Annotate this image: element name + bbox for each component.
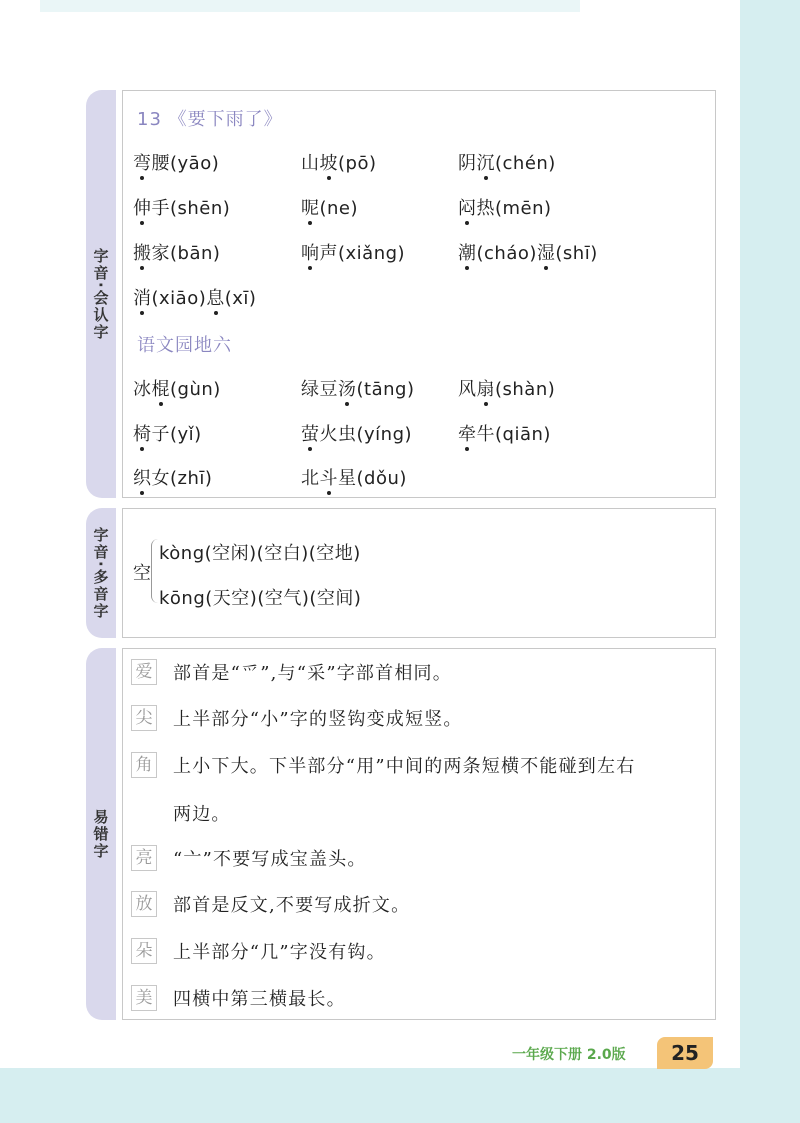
word-item: 阴沉(chén) — [458, 153, 556, 174]
word-item: 冰棍(gùn) — [133, 379, 221, 400]
section-box — [122, 90, 716, 498]
word-item: 北斗星(dǒu) — [301, 468, 407, 489]
char-glyph: 放 — [131, 891, 157, 917]
bottom-band — [0, 1068, 800, 1123]
error-note: 部首是反文,不要写成折文。 — [173, 895, 411, 916]
section-error-prone — [86, 648, 716, 1020]
word-item: 弯腰(yāo) — [133, 153, 220, 174]
word-item: 搬家(bān) — [133, 243, 221, 264]
word-item: 萤火虫(yíng) — [301, 424, 413, 445]
word-item: 椅子(yǐ) — [133, 424, 202, 445]
error-note: 上半部分“几”字没有钩。 — [173, 942, 386, 963]
polyphone-line: kōng(天空)(空气)(空间) — [159, 588, 362, 609]
polyphone-line: kòng(空闲)(空白)(空地) — [159, 543, 361, 564]
side-label: 易错字 — [86, 648, 116, 1020]
polyphone-char: 空 — [133, 563, 151, 584]
top-tab — [40, 0, 580, 12]
right-band — [740, 0, 800, 1123]
char-glyph: 美 — [131, 985, 157, 1011]
word-item: 牵牛(qiān) — [458, 424, 551, 445]
error-item — [131, 845, 709, 875]
error-note: 上小下大。下半部分“用”中间的两条短横不能碰到左右 — [173, 756, 636, 777]
error-item — [131, 752, 709, 782]
error-item — [131, 985, 709, 1015]
word-item: 消(xiāo)息(xī) — [133, 288, 257, 309]
side-label: 字音·会认字 — [86, 90, 116, 498]
word-item: 风扇(shàn) — [458, 379, 556, 400]
char-glyph: 朵 — [131, 938, 157, 964]
word-item: 闷热(mēn) — [458, 198, 552, 219]
error-note-continued: 两边。 — [173, 804, 231, 825]
error-note: “亠”不要写成宝盖头。 — [173, 849, 367, 870]
section-recognize-chars — [86, 90, 716, 498]
error-item — [131, 659, 709, 689]
error-item — [131, 705, 709, 735]
char-glyph: 亮 — [131, 845, 157, 871]
word-item: 伸手(shēn) — [133, 198, 231, 219]
char-glyph: 爱 — [131, 659, 157, 685]
error-note: 上半部分“小”字的竖钩变成短竖。 — [173, 709, 463, 730]
side-label: 字音·多音字 — [86, 508, 116, 638]
char-glyph: 尖 — [131, 705, 157, 731]
word-item: 织女(zhī) — [133, 468, 213, 489]
page-number: 25 — [657, 1037, 713, 1069]
word-item: 响声(xiǎng) — [301, 243, 406, 264]
section-polyphone — [86, 508, 716, 638]
word-item: 山坡(pō) — [301, 153, 377, 174]
lesson-heading: 13 《要下雨了》 — [137, 109, 283, 130]
unit-heading: 语文园地六 — [137, 335, 232, 356]
brace — [151, 539, 158, 603]
word-item: 潮(cháo)湿(shī) — [458, 243, 598, 264]
section-box — [122, 648, 716, 1020]
error-note: 部首是“爫”,与“采”字部首相同。 — [173, 663, 452, 684]
error-note: 四横中第三横最长。 — [173, 989, 346, 1010]
section-box — [122, 508, 716, 638]
char-glyph: 角 — [131, 752, 157, 778]
word-item: 呢(ne) — [301, 198, 359, 219]
word-item: 绿豆汤(tāng) — [301, 379, 415, 400]
error-item — [131, 938, 709, 968]
error-item — [131, 891, 709, 921]
footer-edition: 一年级下册 2.0版 — [512, 1047, 626, 1063]
